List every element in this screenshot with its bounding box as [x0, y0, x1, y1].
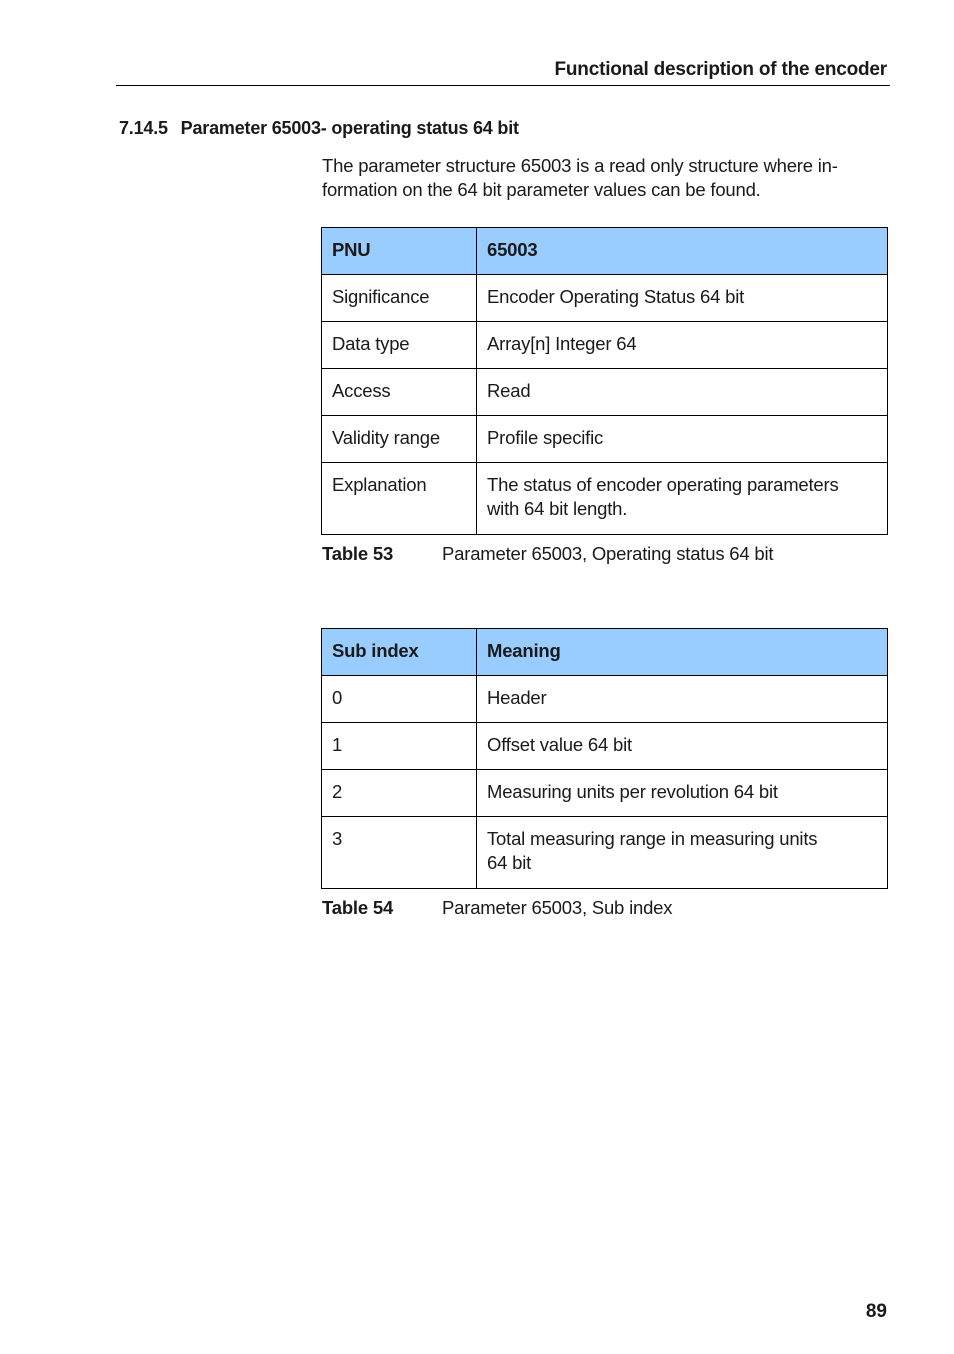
table-header-cell: Sub index	[322, 629, 477, 676]
table-header-cell: PNU	[322, 228, 477, 275]
table-cell-value	[477, 817, 888, 889]
running-header: Functional description of the encoder	[554, 59, 887, 80]
section-number: 7.14.5	[119, 118, 168, 138]
table-cell-value	[477, 463, 888, 535]
table-cell-label: Explanation	[322, 463, 477, 535]
table-cell-label: 1	[322, 723, 477, 770]
caption-text: Parameter 65003, Sub index	[442, 897, 673, 918]
table-cell-label: Access	[322, 369, 477, 416]
header-rule	[116, 85, 890, 86]
intro-paragraph	[322, 154, 882, 202]
table-cell-value: Measuring units per revolution 64 bit	[477, 770, 888, 817]
table-caption-54	[322, 896, 672, 920]
table-row	[322, 817, 888, 889]
table-cell-label: Significance	[322, 275, 477, 322]
table-cell-label: 3	[322, 817, 477, 889]
intro-line-1: The parameter structure 65003 is a read only structure where in-	[322, 155, 838, 176]
table-cell-label: Data type	[322, 322, 477, 369]
subindex-table-54	[321, 628, 888, 889]
table-row	[322, 369, 888, 416]
table-row	[322, 416, 888, 463]
table-cell-label: 0	[322, 676, 477, 723]
table-header-row	[322, 629, 888, 676]
caption-text: Parameter 65003, Operating status 64 bit	[442, 543, 774, 564]
table-header-row	[322, 228, 888, 275]
table-row	[322, 723, 888, 770]
table-row	[322, 770, 888, 817]
table-row	[322, 463, 888, 535]
cell-line-2: with 64 bit length.	[487, 498, 628, 519]
table-cell-value: Encoder Operating Status 64 bit	[477, 275, 888, 322]
table-cell-value: Profile specific	[477, 416, 888, 463]
table-cell-label: 2	[322, 770, 477, 817]
table-cell-value: Offset value 64 bit	[477, 723, 888, 770]
table-cell-value: Array[n] Integer 64	[477, 322, 888, 369]
cell-line-1: The status of encoder operating parameters	[487, 474, 839, 495]
page-number: 89	[865, 1301, 887, 1322]
caption-label: Table 53	[322, 543, 394, 564]
table-header-cell: Meaning	[477, 629, 888, 676]
table-cell-value: Header	[477, 676, 888, 723]
cell-line-1: Total measuring range in measuring units	[487, 828, 818, 849]
table-header-cell: 65003	[477, 228, 888, 275]
section-heading	[119, 116, 519, 140]
cell-line-2: 64 bit	[487, 852, 532, 873]
caption-label: Table 54	[322, 897, 394, 918]
table-cell-label: Validity range	[322, 416, 477, 463]
table-row	[322, 275, 888, 322]
table-row	[322, 676, 888, 723]
table-caption-53	[322, 542, 773, 566]
section-title: Parameter 65003- operating status 64 bit	[180, 118, 519, 138]
intro-line-2: formation on the 64 bit parameter values can be found.	[322, 179, 761, 200]
table-row	[322, 322, 888, 369]
parameter-table-53	[321, 227, 888, 535]
table-cell-value: Read	[477, 369, 888, 416]
